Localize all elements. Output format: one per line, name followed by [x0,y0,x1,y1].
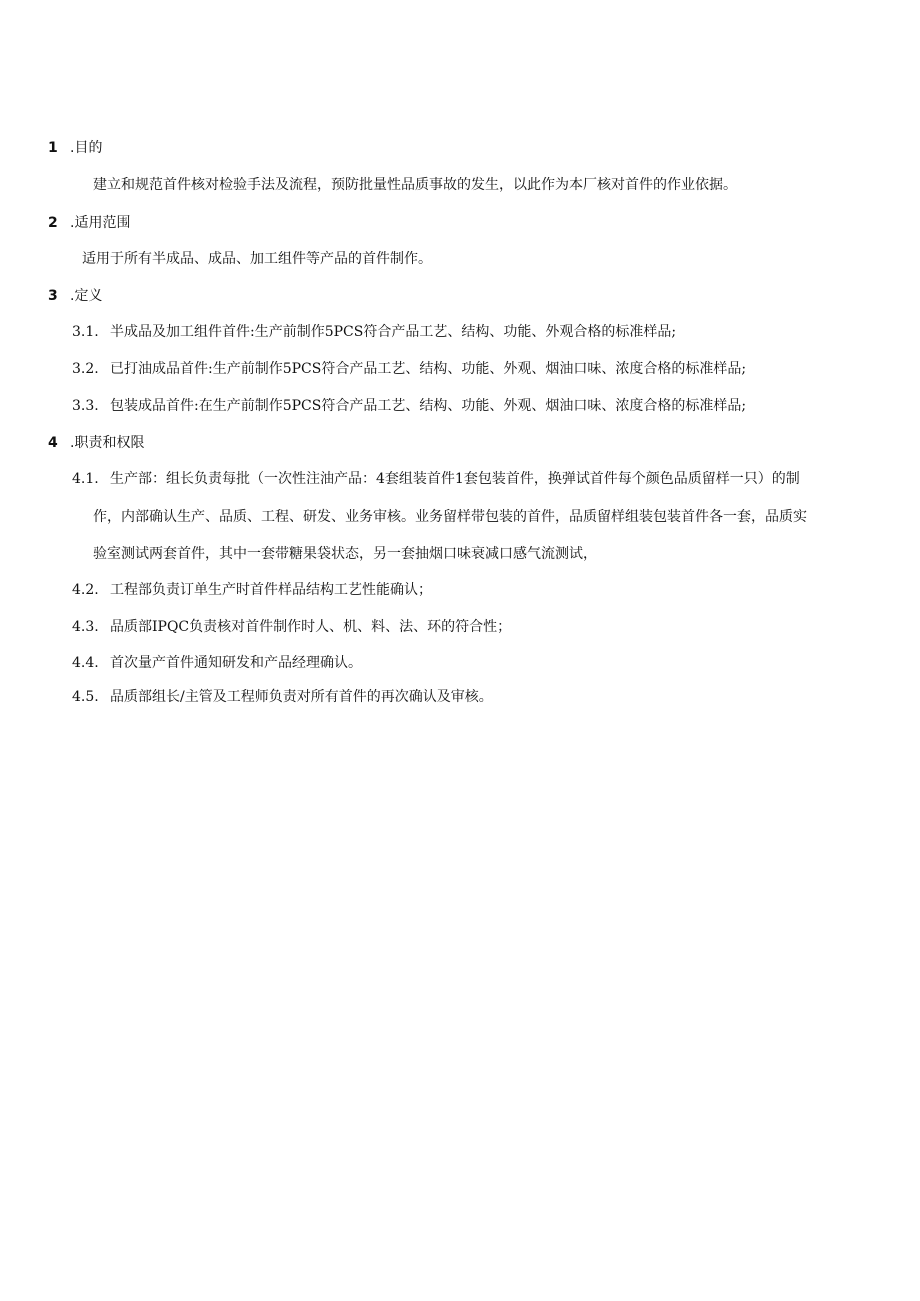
item-number: 4.2. [72,582,99,598]
item-text: 生产部：组长负责每批（一次性注油产品：4套组装首件1套包装首件，换弹试首件每个颜色品质留样一只）的制 [110,471,800,487]
section-1-body: 建立和规范首件核对检验手法及流程，预防批量性品质事故的发生，以此作为本厂核对首件的作业依据。 [93,177,737,193]
section-title: .定义 [70,288,103,304]
item-text: 品质部组长/主管及工程师负责对所有首件的再次确认及审核。 [110,689,493,705]
responsibility-item-4-2 [72,580,432,600]
section-1-heading [48,138,102,158]
section-2-heading [48,213,130,233]
item-number: 4.1. [72,471,99,487]
item-number: 3.1. [72,324,99,340]
item-4-1-continuation-2: 验室测试两套首件，其中一套带糖果袋状态，另一套抽烟口味衰减口感气流测试， [93,546,597,562]
responsibility-item-4-3 [72,617,511,637]
section-number: 2 [48,215,58,231]
section-number: 4 [48,435,58,451]
definition-item-3-2 [72,359,746,379]
item-text: 半成品及加工组件首件:生产前制作5PCS符合产品工艺、结构、功能、外观合格的标准样品; [110,324,677,340]
item-4-1-continuation-1: 作，内部确认生产、品质、工程、研发、业务审核。业务留样带包装的首件，品质留样组装包装首件各一套，品质实 [93,509,807,525]
item-text: 已打油成品首件:生产前制作5PCS符合产品工艺、结构、功能、外观、烟油口味、浓度合格的标准样品; [110,361,747,377]
responsibility-item-4-1 [72,469,800,489]
item-text: 品质部IPQC负责核对首件制作时人、机、料、法、环的符合性； [110,619,512,635]
responsibility-item-4-5 [72,687,493,707]
item-number: 3.3. [72,398,99,414]
item-number: 3.2. [72,361,99,377]
item-text: 工程部负责订单生产时首件样品结构工艺性能确认； [110,582,432,598]
item-number: 4.5. [72,689,99,705]
item-number: 4.4. [72,655,99,671]
section-title: .目的 [70,140,103,156]
responsibility-item-4-4 [72,653,362,673]
section-3-heading [48,286,102,306]
section-number: 1 [48,140,58,156]
section-2-body: 适用于所有半成品、成品、加工组件等产品的首件制作。 [82,251,432,267]
definition-item-3-3 [72,396,746,416]
section-number: 3 [48,288,58,304]
section-title: .职责和权限 [70,435,145,451]
section-title: .适用范围 [70,215,131,231]
item-text: 首次量产首件通知研发和产品经理确认。 [110,655,362,671]
item-text: 包装成品首件:在生产前制作5PCS符合产品工艺、结构、功能、外观、烟油口味、浓度合格的标准样品; [110,398,747,414]
item-number: 4.3. [72,619,99,635]
definition-item-3-1 [72,322,676,342]
section-4-heading [48,433,144,453]
